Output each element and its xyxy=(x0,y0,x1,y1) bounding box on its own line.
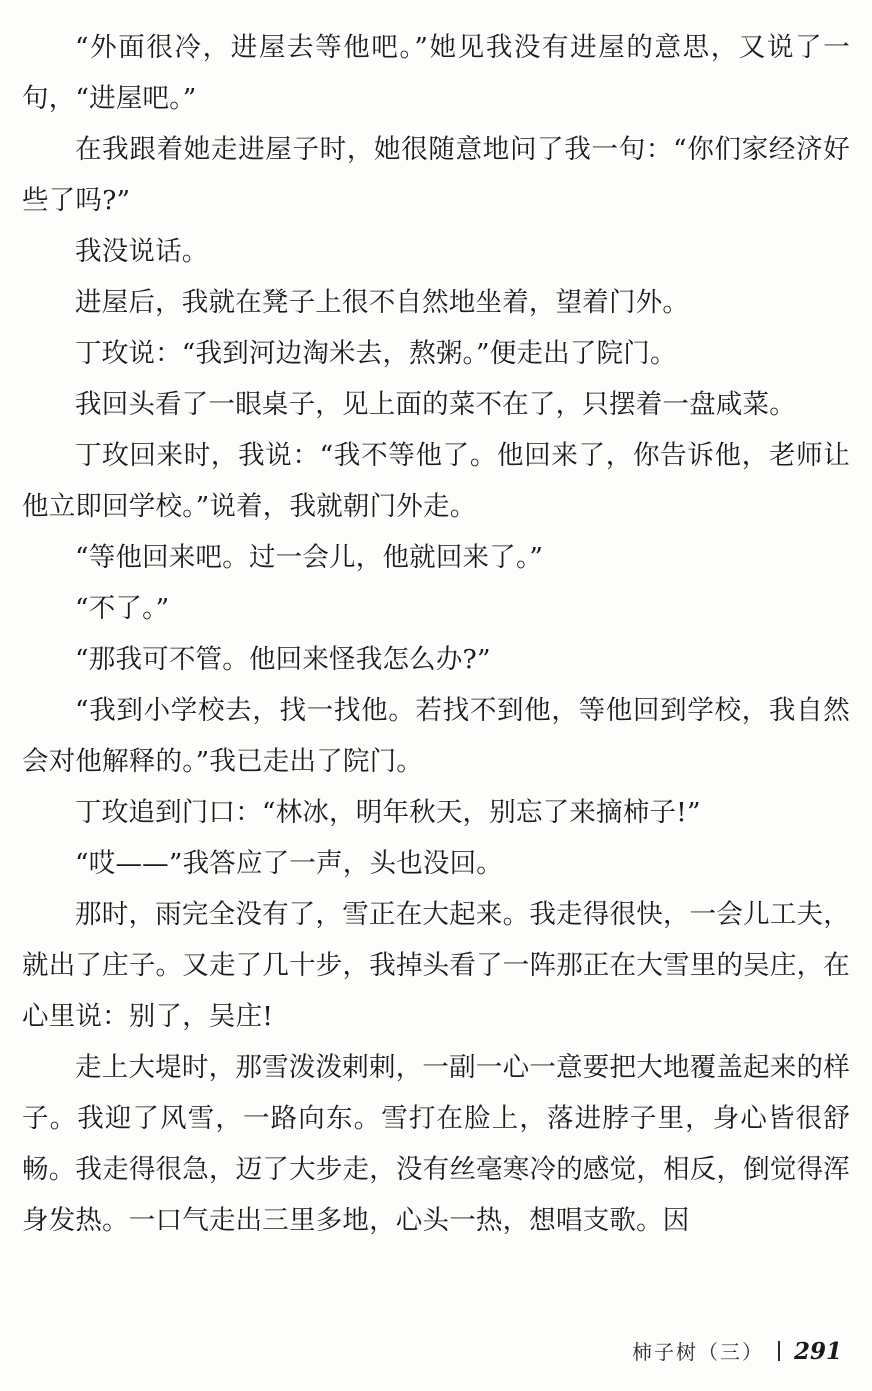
page-footer xyxy=(22,1336,842,1365)
paragraph: “不了。” xyxy=(75,593,170,624)
paragraph: “等他回来吧。过一会儿，他就回来了。” xyxy=(75,542,544,573)
paragraph: 我回头看了一眼桌子，见上面的菜不在了，只摆着一盘咸菜。 xyxy=(75,389,796,420)
paragraph: “外面很冷，进屋去等他吧。”她见我没有进屋的意思，又说了一句，“进屋吧。” xyxy=(22,32,850,114)
paragraph: 进屋后，我就在凳子上很不自然地坐着，望着门外。 xyxy=(75,287,690,318)
footer-chapter-title: 柿子树（三） xyxy=(631,1340,764,1364)
paragraph: 在我跟着她走进屋子时，她很随意地问了我一句：“你们家经济好些了吗?” xyxy=(22,134,850,216)
paragraph: 丁玫回来时，我说：“我不等他了。他回来了，你告诉他，老师让他立即回学校。”说着，我就朝门外走。 xyxy=(22,440,850,522)
page-number: 291 xyxy=(793,1338,842,1365)
paragraph: 那时，雨完全没有了，雪正在大起来。我走得很快，一会儿工夫，就出了庄子。又走了几十步，我掉头看了一阵那正在大雪里的吴庄，在心里说：别了，吴庄! xyxy=(22,899,850,1032)
paragraph: “我到小学校去，找一找他。若找不到他，等他回到学校，我自然会对他解释的。”我已走出了院门。 xyxy=(22,695,850,777)
paragraph: 丁玫说：“我到河边淘米去，熬粥。”便走出了院门。 xyxy=(75,338,677,369)
footer-divider xyxy=(778,1341,780,1361)
paragraph: 我没说话。 xyxy=(75,236,209,267)
paragraph: “那我可不管。他回来怪我怎么办?” xyxy=(75,644,491,675)
paragraph: “哎——”我答应了一声，头也没回。 xyxy=(75,848,503,879)
page-body xyxy=(22,22,850,1246)
paragraph: 丁玫追到门口：“林冰，明年秋天，别忘了来摘柿子!” xyxy=(75,797,701,828)
paragraph: 走上大堤时，那雪泼泼剌剌，一副一心一意要把大地覆盖起来的样子。我迎了风雪，一路向东。雪打在脸上，落进脖子里，身心皆很舒畅。我走得很急，迈了大步走，没有丝毫寒冷的感觉，相反，倒觉得浑身发热。一口气走出三里多地，心头一热，想唱支歌。因 xyxy=(22,1052,850,1236)
